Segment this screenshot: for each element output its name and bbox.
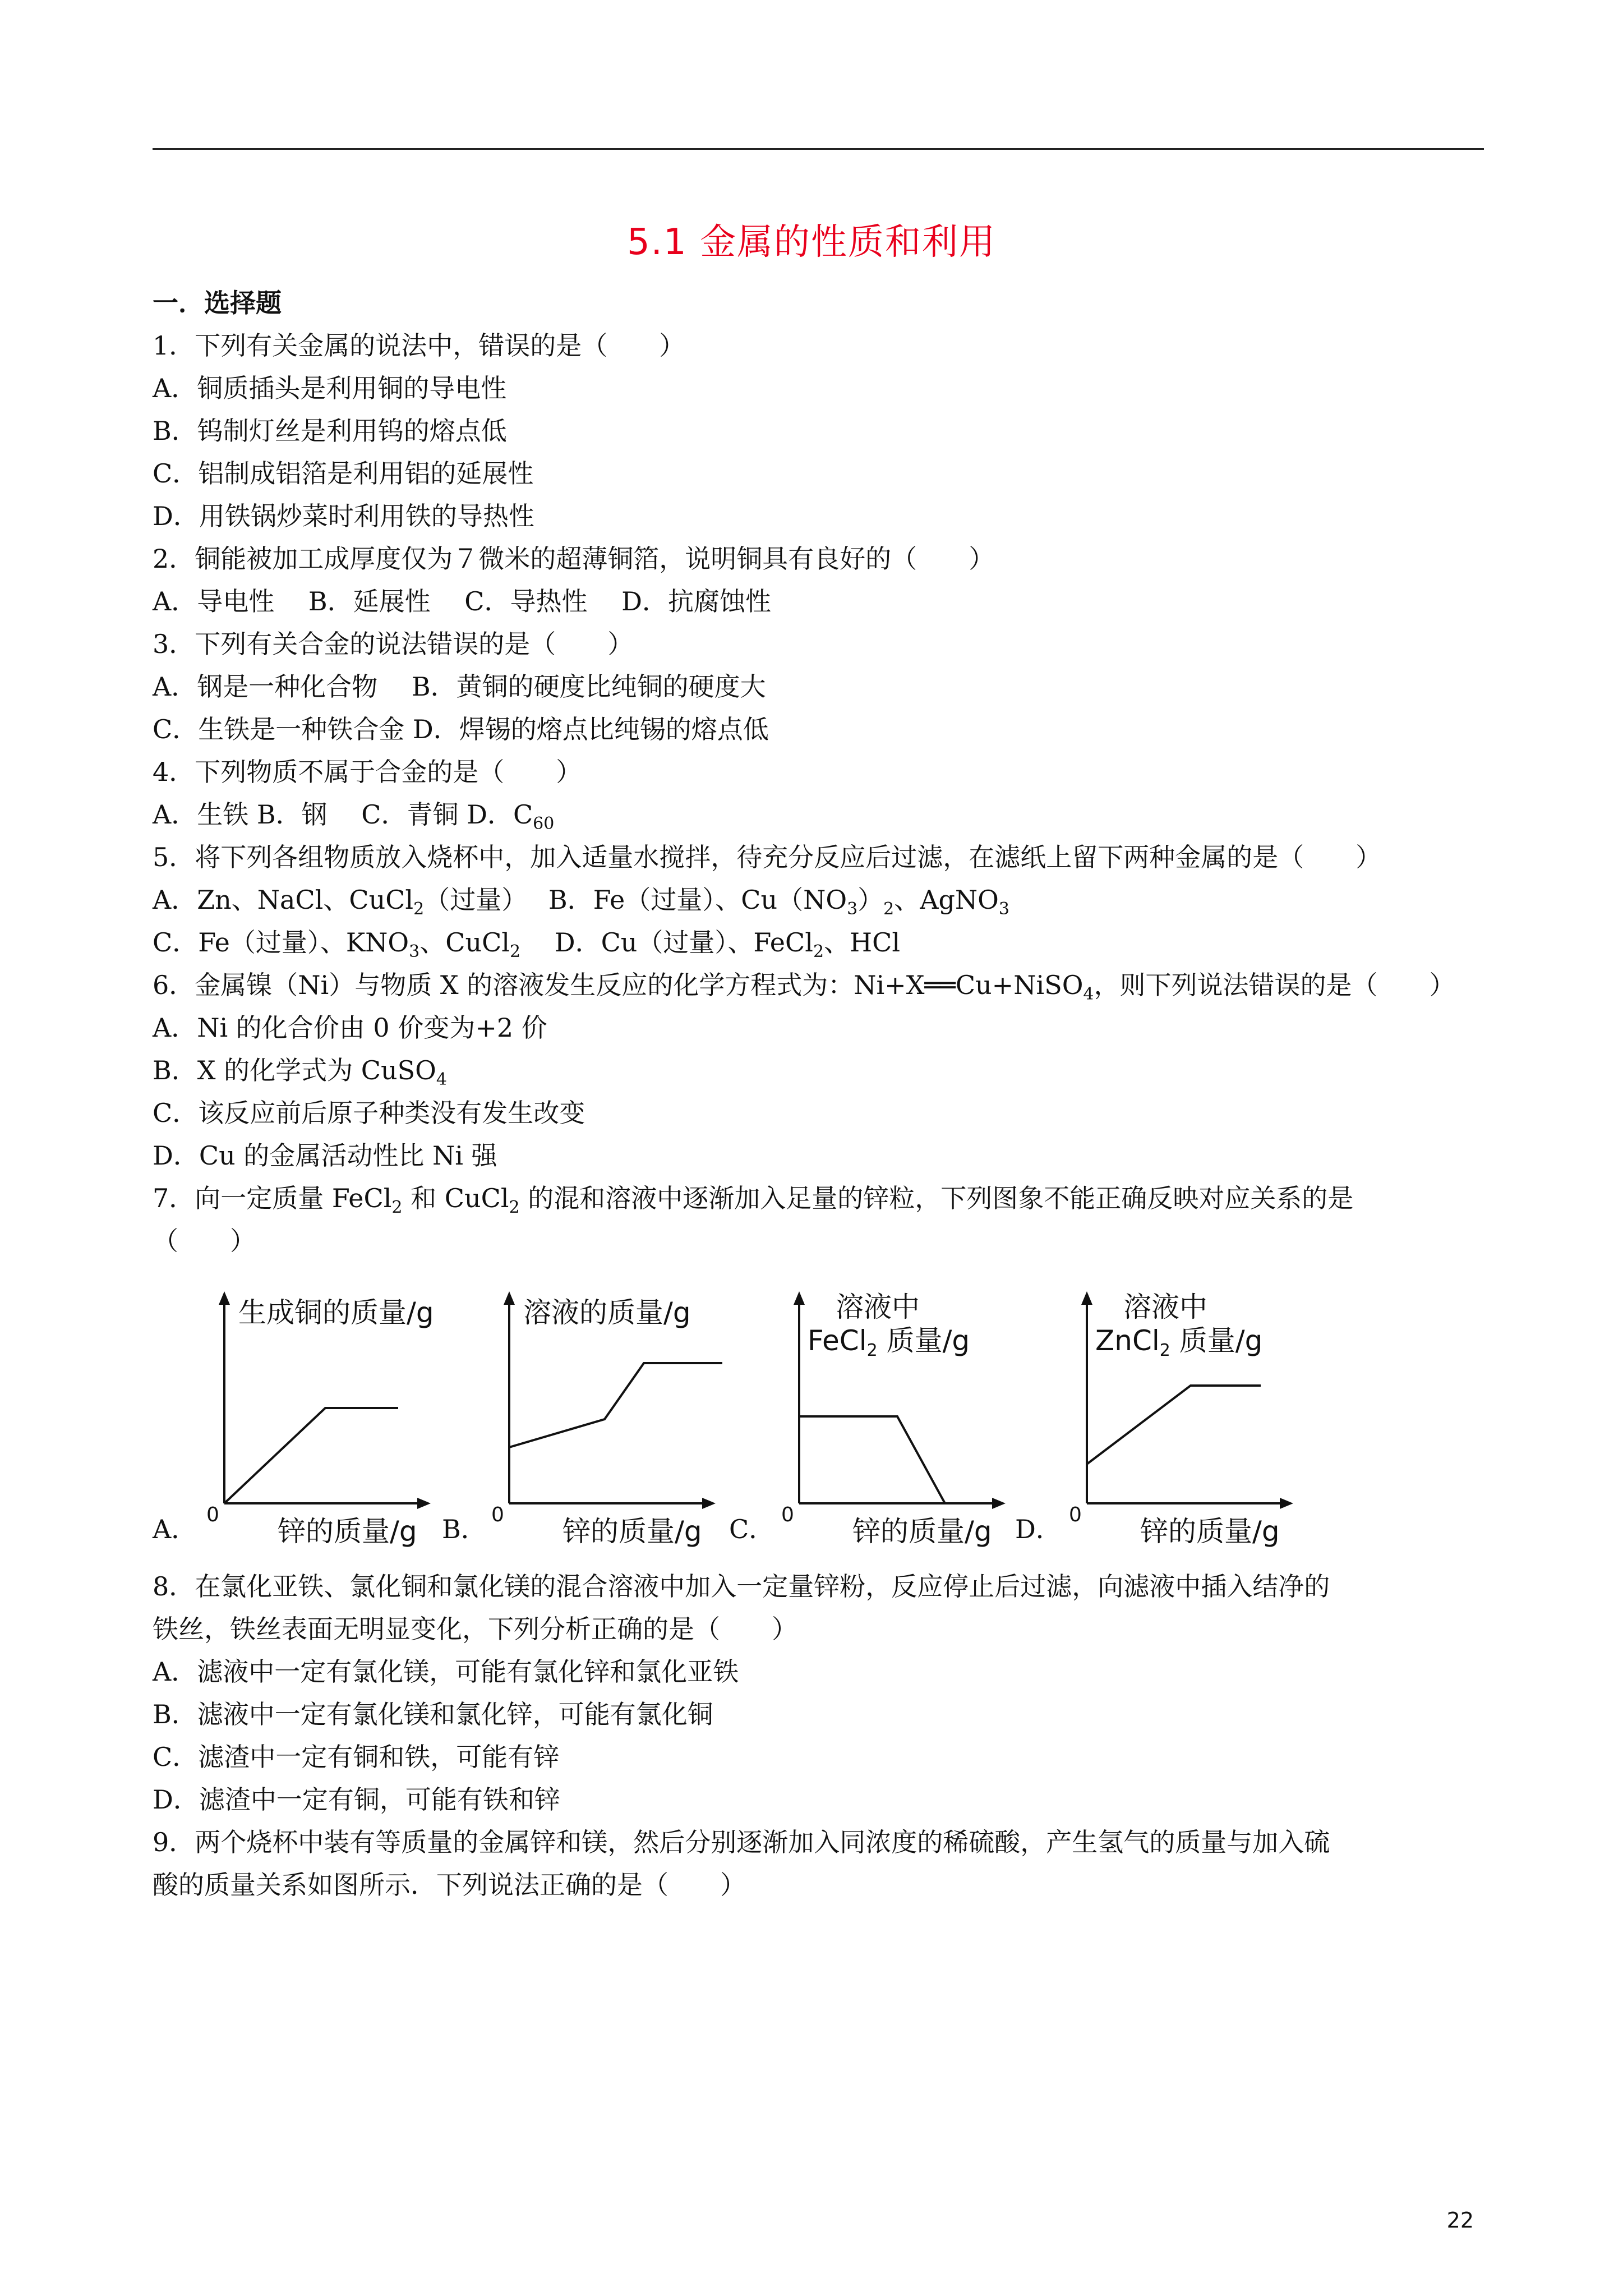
q6-option-c: C．该反应前后原子种类没有发生改变 (153, 1098, 585, 1128)
graph-b-letter: B． (442, 1514, 487, 1544)
graph-b (470, 1279, 762, 1548)
graph-c-y-arrow (794, 1291, 805, 1305)
graph-d-letter: D． (1015, 1514, 1062, 1544)
graph-b-xlabel: 锌的质量/g (562, 1515, 702, 1548)
graph-d-x-arrow (1280, 1498, 1293, 1509)
graph-b-ylabel: 溶液的质量/g (523, 1296, 691, 1329)
q8-stem-1: 8．在氯化亚铁、氯化铜和氯化镁的混合溶液中加入一定量锌粉，反应停止后过滤，向滤液中插入结净的 (153, 1571, 1330, 1602)
q5-options-ab: A．Zn、NaCl、CuCl$_2$（过量） B．Fe（过量）、$Cu(NO_3)_2$、AgNO$_3$ (153, 885, 1009, 919)
q1-option-a: A．铜质插头是利用铜的导电性 (153, 373, 507, 403)
q6-option-a: A．Ni 的化合价由 0 价变为+2 价 (153, 1013, 547, 1043)
graph-b-curve (509, 1363, 722, 1447)
q8-option-a: A．滤液中一定有氯化镁，可能有氯化锌和氯化亚铁 (153, 1657, 739, 1687)
q6-option-d: D．Cu 的金属活动性比 Ni 强 (153, 1140, 497, 1171)
graph-d-y-arrow (1081, 1291, 1092, 1305)
graph-a (185, 1279, 477, 1548)
section-heading: 一．选择题 (153, 288, 282, 318)
q3-options-cd: C．生铁是一种铁合金 D．焊锡的熔点比纯锡的熔点低 (153, 714, 769, 744)
q1-option-c: C．铝制成铝箔是利用铝的延展性 (153, 458, 534, 489)
graph-c-x-arrow (992, 1498, 1006, 1509)
graph-b-y-arrow (504, 1291, 515, 1305)
page-title: 5.1 金属的性质和利用 (626, 222, 997, 263)
q1-stem: 1．下列有关金属的说法中，错误的是（ ） (153, 330, 685, 361)
q8-stem-2: 铁丝，铁丝表面无明显变化，下列分析正确的是（ ） (153, 1614, 797, 1644)
q8-option-c: C．滤渣中一定有铜和铁，可能有锌 (153, 1742, 560, 1772)
q5-options-cd: C．Fe（过量）、$KNO_3$、CuCl$_2$ D．Cu（过量）、FeCl$_2$、HCl (153, 927, 901, 961)
page-number: 22 (1446, 2208, 1474, 2233)
q1-option-b: B．钨制灯丝是利用钨的熔点低 (153, 416, 507, 446)
graph-b-x-arrow (702, 1498, 716, 1509)
graph-a-y-arrow (219, 1291, 230, 1305)
graph-c-origin: 0 (781, 1503, 794, 1526)
graph-c-ylabel-1: 溶液中 (836, 1291, 920, 1323)
q9-stem-2: 酸的质量关系如图所示．下列说法正确的是（ ） (153, 1870, 746, 1900)
q5-stem: 5．将下列各组物质放入烧杯中，加入适量水搅拌，待充分反应后过滤，在滤纸上留下两种金属的是（ ） (153, 842, 1382, 872)
graph-a-letter: A． (153, 1514, 197, 1544)
q6-option-b: B．X 的化学式为 CuSO$_4$ (153, 1055, 447, 1089)
q7-stem: 7．向一定质量 FeCl$_2$ 和 CuCl$_2$ 的混和溶液中逐渐加入足量的锌粒，下列图象不能正确反映对应关系的是 (153, 1183, 1354, 1217)
graph-d-ylabel-2: ZnCl$_2$ 质量/g (1095, 1324, 1263, 1360)
q2-options: A．导电性 B．延展性 C．导热性 D．抗腐蚀性 (153, 586, 771, 616)
q8-option-d: D．滤渣中一定有铜，可能有铁和锌 (153, 1784, 560, 1815)
q3-stem: 3．下列有关合金的说法错误的是（ ） (153, 629, 634, 659)
q7-stem-blank: （ ） (153, 1226, 256, 1256)
graph-a-ylabel: 生成铜的质量/g (238, 1296, 434, 1329)
q6-stem: 6．金属镍（Ni）与物质 X 的溶液发生反应的化学方程式为：Ni+X══Cu+NiSO$_4$，则下列说法错误的是（ ） (153, 970, 1455, 1004)
graph-c (760, 1279, 1052, 1548)
q3-options-ab: A．钢是一种化合物 B．黄铜的硬度比纯铜的硬度大 (153, 671, 766, 702)
graph-a-xlabel: 锌的质量/g (278, 1515, 417, 1548)
graph-a-origin: 0 (206, 1503, 219, 1526)
graph-c-ylabel-2: FeCl$_2$ 质量/g (808, 1324, 970, 1360)
graph-a-curve (224, 1408, 398, 1503)
q2-stem: 2．铜能被加工成厚度仅为７微米的超薄铜箔，说明铜具有良好的（ ） (153, 544, 995, 574)
q1-option-d: D．用铁锅炒菜时利用铁的导热性 (153, 501, 534, 531)
graph-c-curve (799, 1416, 945, 1503)
q9-stem-1: 9．两个烧杯中装有等质量的金属锌和镁，然后分别逐渐加入同浓度的稀硫酸，产生氢气的质量与加入硫 (153, 1827, 1330, 1857)
graph-d-curve (1087, 1386, 1261, 1464)
graph-c-letter: C． (729, 1514, 775, 1544)
graph-d-ylabel-1: 溶液中 (1123, 1291, 1207, 1323)
graph-c-xlabel: 锌的质量/g (852, 1515, 992, 1548)
graph-a-x-arrow (417, 1498, 431, 1509)
q8-option-b: B．滤液中一定有氯化镁和氯化锌，可能有氯化铜 (153, 1699, 713, 1729)
q4-options: A．生铁 B．钢 C．青铜 D．$C_{60}$ (153, 799, 555, 834)
header-rule (153, 148, 1484, 150)
graph-d-xlabel: 锌的质量/g (1140, 1515, 1280, 1548)
graph-d-origin: 0 (1069, 1503, 1082, 1526)
graph-b-origin: 0 (491, 1503, 504, 1526)
q4-stem: 4．下列物质不属于合金的是（ ） (153, 757, 582, 787)
graph-d (1048, 1279, 1339, 1548)
